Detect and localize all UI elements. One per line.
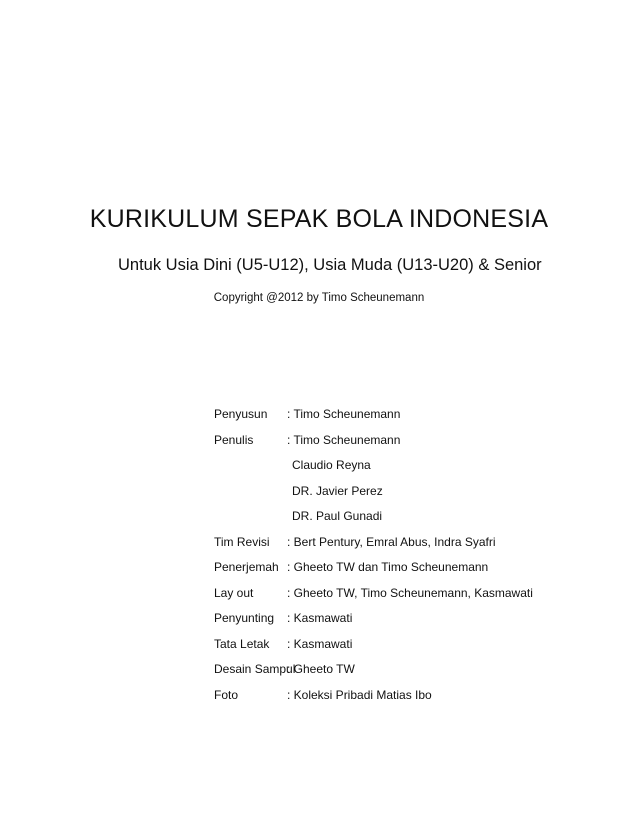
credit-value: : Gheeto TW <box>287 662 355 676</box>
credit-row-penulis-2 <box>214 458 614 484</box>
credit-label: Penyusun <box>214 407 268 421</box>
credit-label: Lay out <box>214 585 254 600</box>
credit-row-layout <box>214 586 614 612</box>
credit-value: DR. Javier Perez <box>292 483 383 498</box>
credit-value: DR. Paul Gunadi <box>292 509 383 523</box>
credit-label: Foto <box>214 687 239 702</box>
credit-row-foto <box>214 688 614 714</box>
credit-value: : Timo Scheunemann <box>287 432 401 447</box>
credit-label: Desain Sampul <box>214 662 296 676</box>
credit-row-penyunting <box>214 611 614 637</box>
credit-value: Claudio Reyna <box>292 458 371 472</box>
document-subtitle: Untuk Usia Dini (U5-U12), Usia Muda (U13-U20) & Senior <box>118 256 542 274</box>
credit-label: Penerjemah <box>214 560 279 574</box>
credit-label: Penyunting <box>214 611 275 625</box>
credit-row-penulis-3 <box>214 484 614 510</box>
credit-label: Tim Revisi <box>214 534 270 549</box>
credit-value: : Timo Scheunemann <box>287 407 401 421</box>
credit-row-penerjemah <box>214 560 614 586</box>
credit-value: : Koleksi Pribadi Matias Ibo <box>287 687 432 702</box>
credit-row-penulis-4 <box>214 509 614 535</box>
credit-value: : Gheeto TW dan Timo Scheunemann <box>287 560 489 574</box>
credit-row-penyusun <box>214 407 614 433</box>
credits-list <box>214 407 614 713</box>
document-title: KURIKULUM SEPAK BOLA INDONESIA <box>89 205 549 233</box>
credit-value: : Kasmawati <box>287 611 353 625</box>
credit-label: Tata Letak <box>214 636 270 651</box>
copyright-notice: Copyright @2012 by Timo Scheunemann <box>213 292 425 304</box>
credit-value: : Gheeto TW, Timo Scheunemann, Kasmawati <box>287 585 533 600</box>
credit-row-tim-revisi <box>214 535 614 561</box>
credit-row-tata-letak <box>214 637 614 663</box>
credit-value: : Bert Pentury, Emral Abus, Indra Syafri <box>287 534 496 549</box>
credit-row-penulis <box>214 433 614 459</box>
credit-label: Penulis <box>214 432 254 447</box>
credit-value: : Kasmawati <box>287 636 353 651</box>
credit-row-desain-sampul <box>214 662 614 688</box>
